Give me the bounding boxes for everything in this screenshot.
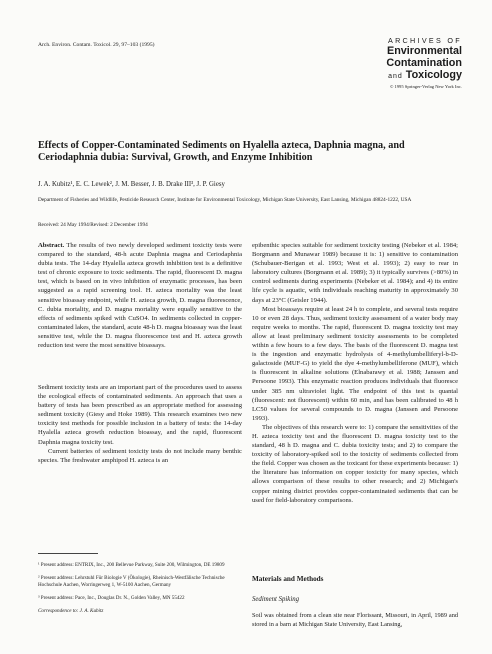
journal-logo bbox=[358, 36, 462, 89]
logo-environmental: Environmental bbox=[387, 45, 462, 57]
footnote-2: ² Present address: Lehrstuhl Für Biologie V (Ökologie), Rheinisch-Westfälische Technische Hochschule Aachen, Worringerweg 1, W-5100 Aachen, Germany bbox=[38, 575, 225, 588]
logo-toxicology-line bbox=[358, 69, 462, 83]
methods-paragraph bbox=[252, 612, 458, 629]
correspondence-note: Correspondence to: J. A. Kubitz bbox=[38, 608, 104, 614]
logo-contamination: Contamination bbox=[386, 57, 462, 69]
right-paragraph-2: Most bioassays require at least 24 h to complete, and several tests require 10 or even 28 days. Thus, sediment toxicity assessment of a water body may require weeks to months. The rapid, fluorescent D. magna toxicity test may allow at least preliminary sediment toxicity assessments to be completed within a few hours to a few days. The basis of the fluorescent D. magna test is the ingestion and enzymatic hydrolysis of 4-methylumbelliferyl-b-D-galactoside (MUF-G) to yield the dye 4-methylumbelliferone (MUF), which is fluorescent in alkaline solutions (Elnabarawy et al. 1988; Janssen and Persoone 1993). This enzymatic reaction produces individuals that fluoresce under 385 nm ultraviolet light. The endpoint of this test is quantal (fluorescent: not fluorescent) within 60 min, and has been calibrated to 48 h LC50 values for several compounds to D. magna (Janssen and Persoone 1993). bbox=[252, 305, 458, 422]
intro-paragraph-1: Sediment toxicity tests are an important part of the procedures used to assess the ecological effects of contaminated sediments. An approach that uses a battery of tests has been prescribed as an appropriate method for assessing sediment toxicity (Giesy and Hoke 1989). This research examines two new toxicity test methods for possible inclusion in a battery of tests: the 14-day Hyalella azteca growth reduction bioassay, and the rapid, fluorescent Daphnia magna toxicity test. bbox=[38, 384, 242, 446]
received-dates: Received: 24 May 1994/Revised: 2 December 1994 bbox=[38, 222, 148, 228]
abstract-label: Abstract. bbox=[38, 242, 65, 249]
abstract-text: The results of two newly developed sediment toxicity tests were compared to the standard, 48-h acute Daphnia magna and Ceriodaphnia dubia tests. The 14-day Hyalella azteca growth inhibition test is a definitive test of chronic exposure to toxic sediments. The rapid, fluorescent D. magna test, which is based on in vivo inhibition of enzymatic processes, has been suggested as a rapid screening tool. H. azteca mortality was the least sensitive bioassay endpoint, while H. azteca growth, D. magna fluorescence, C. dubia mortality, and D. magna mortality were equally sensitive to the effects of sediments spiked with CuSO4. In sediments collected in copper-contaminated lakes, the standard, acute 48-h D. magna bioassay was the least sensitive test, while the D. magna fluorescence test and H. azteca growth reduction test were the most sensitive bioassays. bbox=[38, 242, 242, 350]
copyright-notice: © 1995 Springer-Verlag New York Inc. bbox=[389, 84, 462, 89]
author-affiliation: Department of Fisheries and Wildlife, Pesticide Research Center, Institute for Environmental Toxicology, Michigan State University, East Lansing, Michigan 48824-1222, USA bbox=[38, 197, 412, 203]
footnote-3: ³ Present address: Pace, Inc., Douglas Dr. N., Golden Valley, MN 55422 bbox=[38, 595, 185, 601]
right-paragraph-3: The objectives of this research were to: 1) compare the sensitivities of the H. azteca toxicity test and the fluorescent D. magna toxicity test to the standard, 48 h D. magna and C. dubia toxicity tests; and 2) to compare the toxicity of laboratory-spiked soil to the toxicity of sediments collected from the field. Copper was chosen as the toxicant for these experiments because: 1) the literature has information on copper toxicity for many species, which allows comparison of these results to other research; and 2) Michigan's copper mining district provides copper-contaminated sediments that can be used for field-laboratory comparisons. bbox=[252, 423, 458, 504]
right-column-body bbox=[252, 241, 458, 505]
right-paragraph-1: epibenthic species suitable for sediment toxicity testing (Nebeker et al. 1984; Borgmann and Munawar 1989) because it is: 1) sensitive to contamination (Schubauer-Berigan et al. 1993; West et al. 1993); 2) easy to rear in laboratory cultures (Borgmann et al. 1989); 3) it typically survives (>80%) in control sediments during experiments (Nebeker et al. 1984); and 4) its entire life cycle is aquatic, with individuals reaching maturity in approximately 30 days at 23°C (Geisler 1944). bbox=[252, 242, 458, 304]
author-list: J. A. Kubitz¹, E. C. Lewek², J. M. Besser, J. B. Drake III³, J. P. Giesy bbox=[38, 181, 225, 188]
footnote-rule bbox=[38, 553, 98, 554]
section-heading-methods: Materials and Methods bbox=[252, 575, 324, 583]
abstract bbox=[38, 241, 242, 350]
subsection-heading: Sediment Spiking bbox=[252, 596, 300, 603]
intro-paragraph-2: Current batteries of sediment toxicity tests do not include many benthic species. The freshwater amphipod H. azteca is an bbox=[38, 447, 242, 464]
methods-text: Soil was obtained from a clean site near Florissant, Missouri, in April, 1989 and stored in a barn at Michigan State University, East Lansing, bbox=[252, 612, 458, 628]
footnote-1: ¹ Present address: ENTRIX, Inc., 200 Bellevue Parkway, Suite 200, Wilmington, DE 19809 bbox=[38, 562, 225, 568]
footnotes bbox=[38, 562, 242, 621]
logo-and: and bbox=[388, 73, 403, 80]
introduction bbox=[38, 383, 242, 465]
journal-citation: Arch. Environ. Contam. Toxicol. 29, 97–103 (1995) bbox=[38, 42, 155, 48]
logo-toxicology: Toxicology bbox=[405, 69, 462, 81]
logo-archives-of: ARCHIVES OF bbox=[387, 36, 462, 45]
article-title: Effects of Copper-Contaminated Sediments on Hyalella azteca, Daphnia magna, and Ceriodaphnia dubia: Survival, Growth, and Enzyme Inhibition bbox=[38, 140, 405, 164]
